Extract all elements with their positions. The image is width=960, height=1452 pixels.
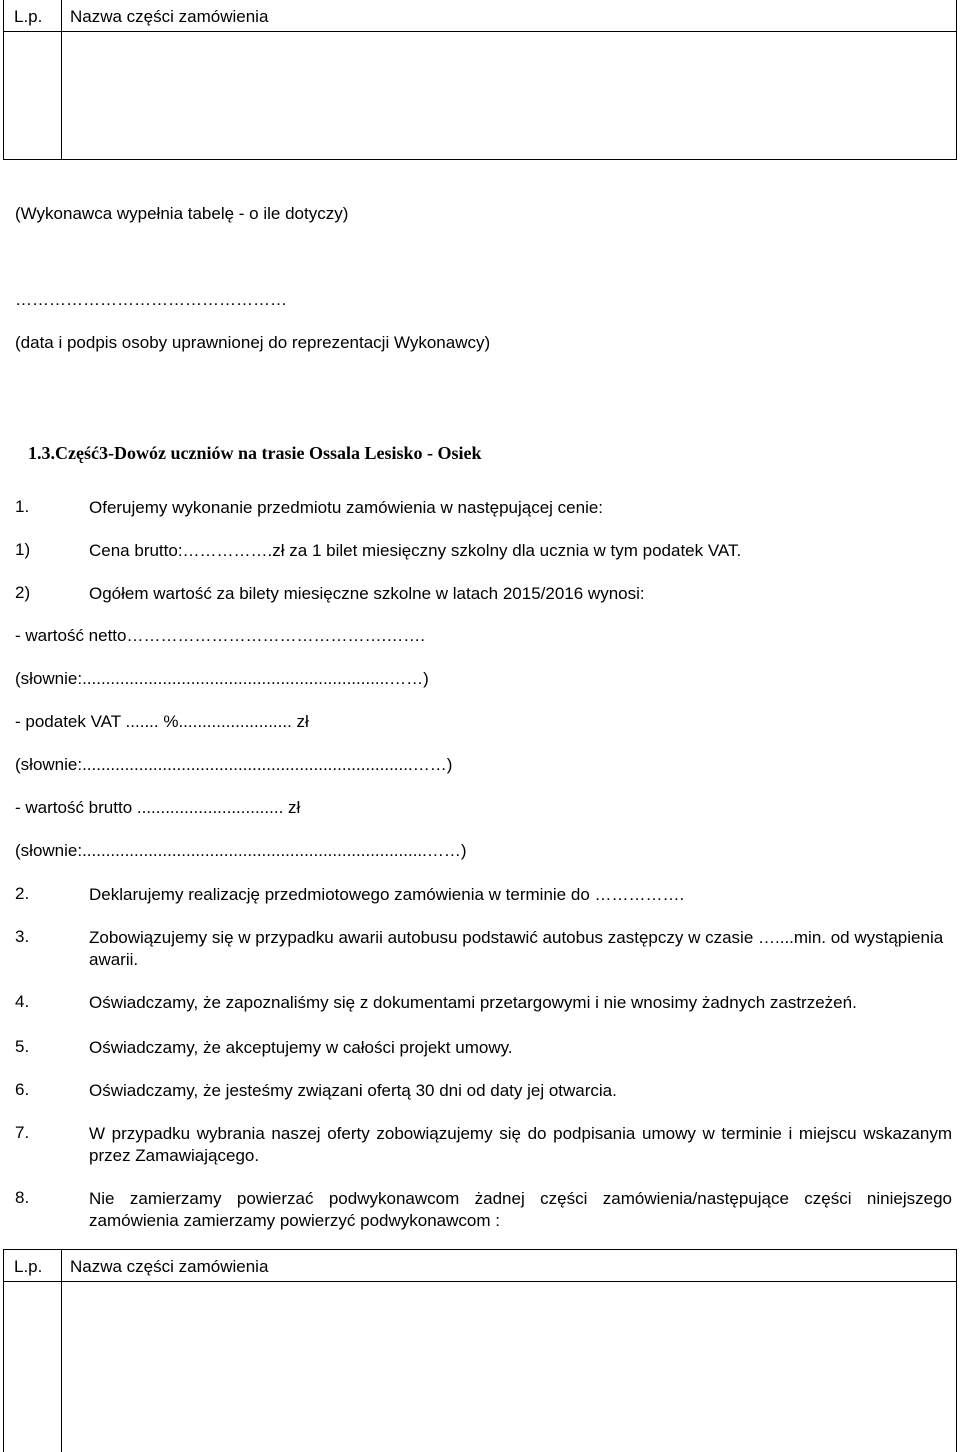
table-header-row xyxy=(4,0,956,32)
declaration-item xyxy=(0,927,960,971)
net-value-line: - wartość netto……………………………………….……. xyxy=(15,626,425,645)
column-divider xyxy=(61,1250,62,1281)
column-divider xyxy=(61,1282,62,1452)
gross-value-words: (słownie:.........................................................................……) xyxy=(15,841,467,860)
section-number: 1.3. xyxy=(28,443,55,463)
item-text: Ogółem wartość za bilety miesięczne szkolne w latach 2015/2016 wynosi: xyxy=(89,584,645,603)
signature-line: ………………………………………… xyxy=(15,290,287,309)
item-number: 8. xyxy=(15,1188,30,1207)
item-number: 2) xyxy=(15,583,31,602)
item-text: Deklarujemy realizację przedmiotowego zamówienia w terminie do ……………. xyxy=(89,885,685,904)
subcontractor-table-top xyxy=(3,0,957,160)
declaration-item xyxy=(0,1037,960,1059)
subcontractor-table-bottom xyxy=(3,1249,957,1452)
item-number: 1) xyxy=(15,540,31,559)
header-part-name: Nazwa części zamówienia xyxy=(70,1257,269,1276)
table-header-row xyxy=(4,1250,956,1282)
item-text: Nie zamierzamy powierzać podwykonawcom żadnej części zamówienia/następujące części niniejszego zamówienia zamierzamy powierzyć podwykonawcom : xyxy=(89,1189,952,1230)
header-part-name: Nazwa części zamówienia xyxy=(70,7,269,26)
item-number: 1. xyxy=(15,497,30,516)
header-lp: L.p. xyxy=(14,7,43,26)
column-divider xyxy=(61,32,62,159)
section-title: Część3-Dowóz uczniów na trasie Ossala Lesisko - Osiek xyxy=(55,443,482,463)
item-number: 7. xyxy=(15,1123,30,1142)
vat-line: - podatek VAT ....... %........................ zł xyxy=(15,712,309,731)
column-divider xyxy=(61,0,62,31)
item-number: 6. xyxy=(15,1080,30,1099)
total-value-item xyxy=(0,583,960,605)
table-empty-row xyxy=(4,1282,956,1452)
net-value-words: (słownie:.................................................................……) xyxy=(15,669,429,688)
item-number: 2. xyxy=(15,884,30,903)
item-text: Oświadczamy, że jesteśmy związani ofertą 30 dni od daty jej otwarcia. xyxy=(89,1081,617,1100)
declaration-item xyxy=(0,1123,960,1167)
item-text: Oferujemy wykonanie przedmiotu zamówienia w następującej cenie: xyxy=(89,498,604,517)
gross-value-line: - wartość brutto ............................... zł xyxy=(15,798,301,817)
item-text: Oświadczamy, że akceptujemy w całości projekt umowy. xyxy=(89,1038,513,1057)
declaration-item xyxy=(0,1188,960,1232)
declaration-item xyxy=(0,1080,960,1102)
item-text: W przypadku wybrania naszej oferty zobowiązujemy się do podpisania umowy w terminie i miejscu wskazanym przez Zamawiającego. xyxy=(89,1124,952,1165)
offer-item xyxy=(0,497,960,519)
item-text: Zobowiązujemy się w przypadku awarii autobusu podstawić autobus zastępczy w czasie …....min. od wystąpienia awarii. xyxy=(89,928,944,969)
declaration-item xyxy=(0,992,960,1014)
item-text: Oświadczamy, że zapoznaliśmy się z dokumentami przetargowymi i nie wnosimy żadnych zastrzeżeń. xyxy=(89,993,857,1012)
section-heading xyxy=(28,443,481,464)
fill-note: (Wykonawca wypełnia tabelę - o ile dotyczy) xyxy=(15,204,349,223)
item-number: 4. xyxy=(15,992,30,1011)
item-text: Cena brutto:…………….zł za 1 bilet miesięczny szkolny dla ucznia w tym podatek VAT. xyxy=(89,541,742,560)
signature-caption: (data i podpis osoby uprawnionej do reprezentacji Wykonawcy) xyxy=(15,333,491,352)
header-lp: L.p. xyxy=(14,1257,43,1276)
table-empty-row xyxy=(4,32,956,160)
vat-words: (słownie:......................................................................……) xyxy=(15,755,453,774)
price-item xyxy=(0,540,960,562)
item-number: 5. xyxy=(15,1037,30,1056)
item-number: 3. xyxy=(15,927,30,946)
declaration-item xyxy=(0,884,960,906)
